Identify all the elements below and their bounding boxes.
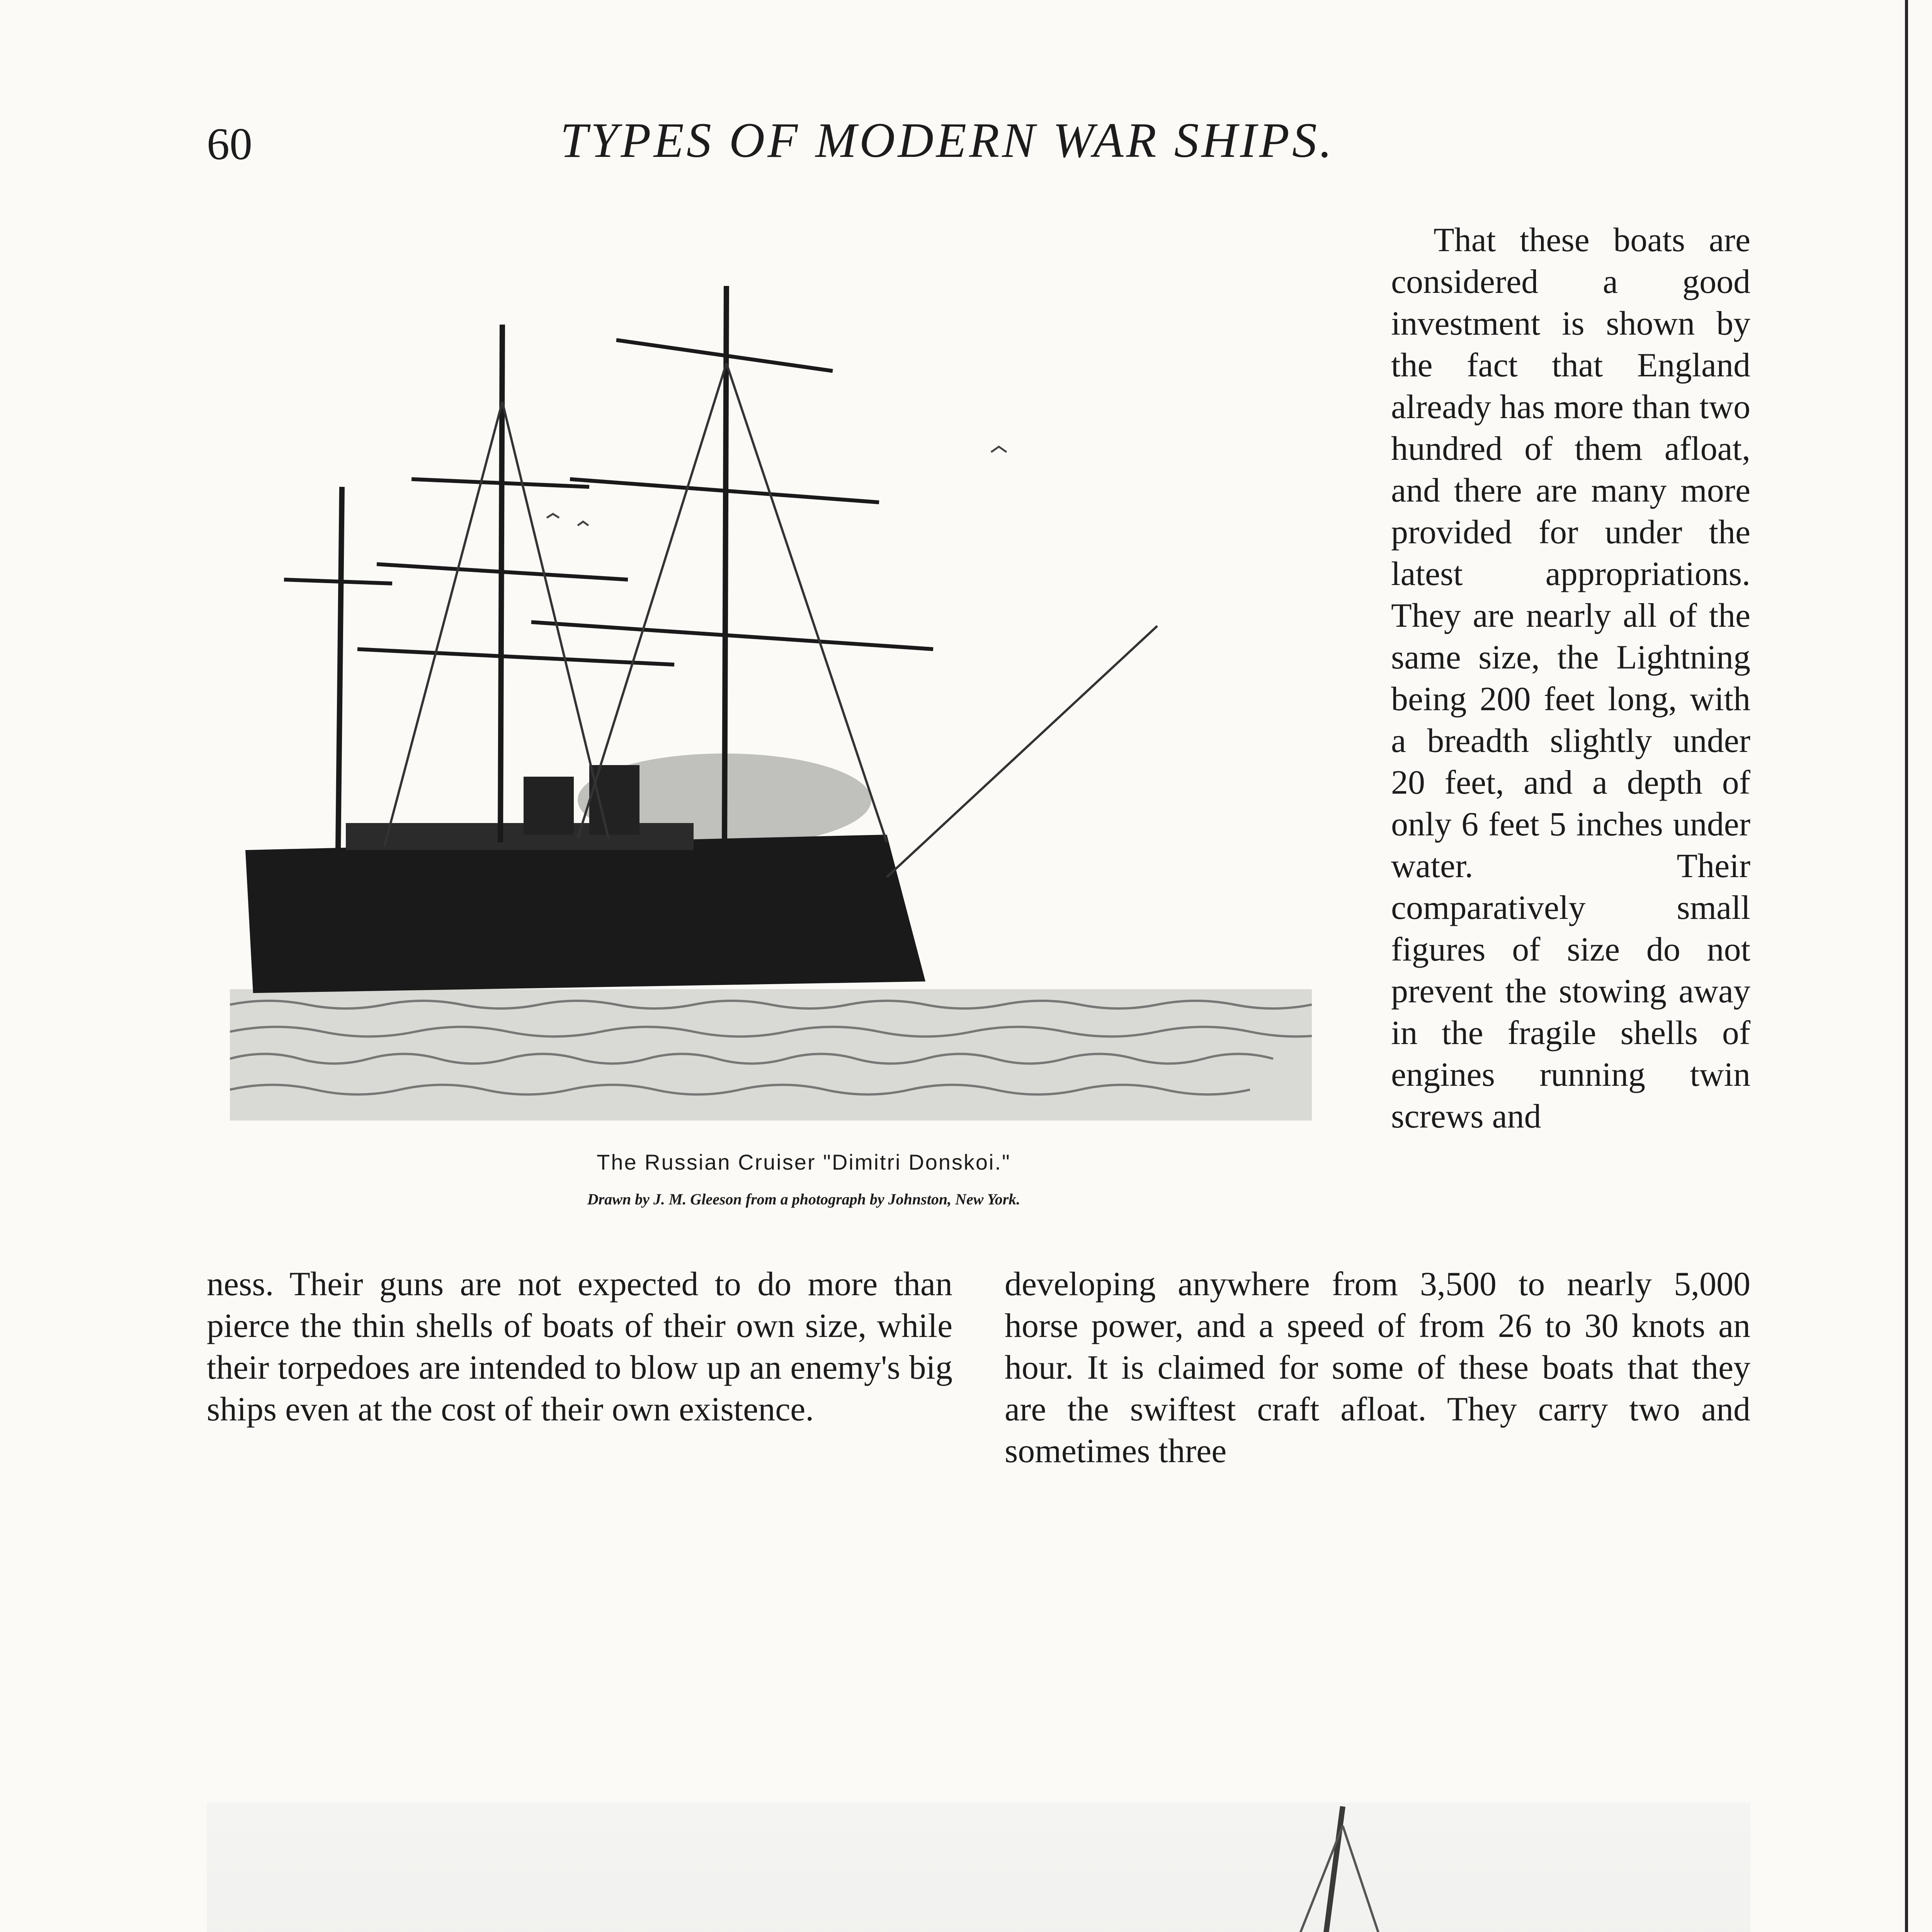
german-despatch-boat-photograph [207,1803,1750,1932]
body-text-right-column-bottom [1005,1264,1750,1472]
body-text-left-column [207,1264,952,1430]
body-text-right-column-top [1391,219,1750,1138]
paragraph: That these boats are considered a good investment is shown by the fact that England already has more than two hundred of them afloat, and there are many more provided for under the latest appropriations. They are nearly all of the same size, the Lightning being 200 feet long, with a breadth slightly under 20 feet, and a depth of only 6 feet 5 inches under water. Their comparatively small figures of size do not prevent the stowing away in the fragile shells of engines running twin screws and [1391,221,1750,1135]
page-number: 60 [207,119,252,169]
russian-cruiser-illustration [230,286,1312,1121]
figure-credit-russian-cruiser: Drawn by J. M. Gleeson from a photograph by Johnston, New York. [587,1190,1020,1208]
running-head: TYPES OF MODERN WAR SHIPS. [560,113,1335,168]
scan-edge [1905,0,1908,1932]
paragraph: developing anywhere from 3,500 to nearly 5,000 horse power, and a speed of from 26 to 30 knots an hour. It is claimed for some of these boats that they are the swiftest craft afloat. They carry two and sometimes three [1005,1265,1750,1470]
figure-caption-russian-cruiser: The Russian Cruiser "Dimitri Donskoi." [597,1150,1011,1174]
paragraph: ness. Their guns are not expected to do more than pierce the thin shells of boats of their own size, while their torpedoes are intended to blow up an enemy's big ships even at the cost of their own existence. [207,1265,952,1428]
